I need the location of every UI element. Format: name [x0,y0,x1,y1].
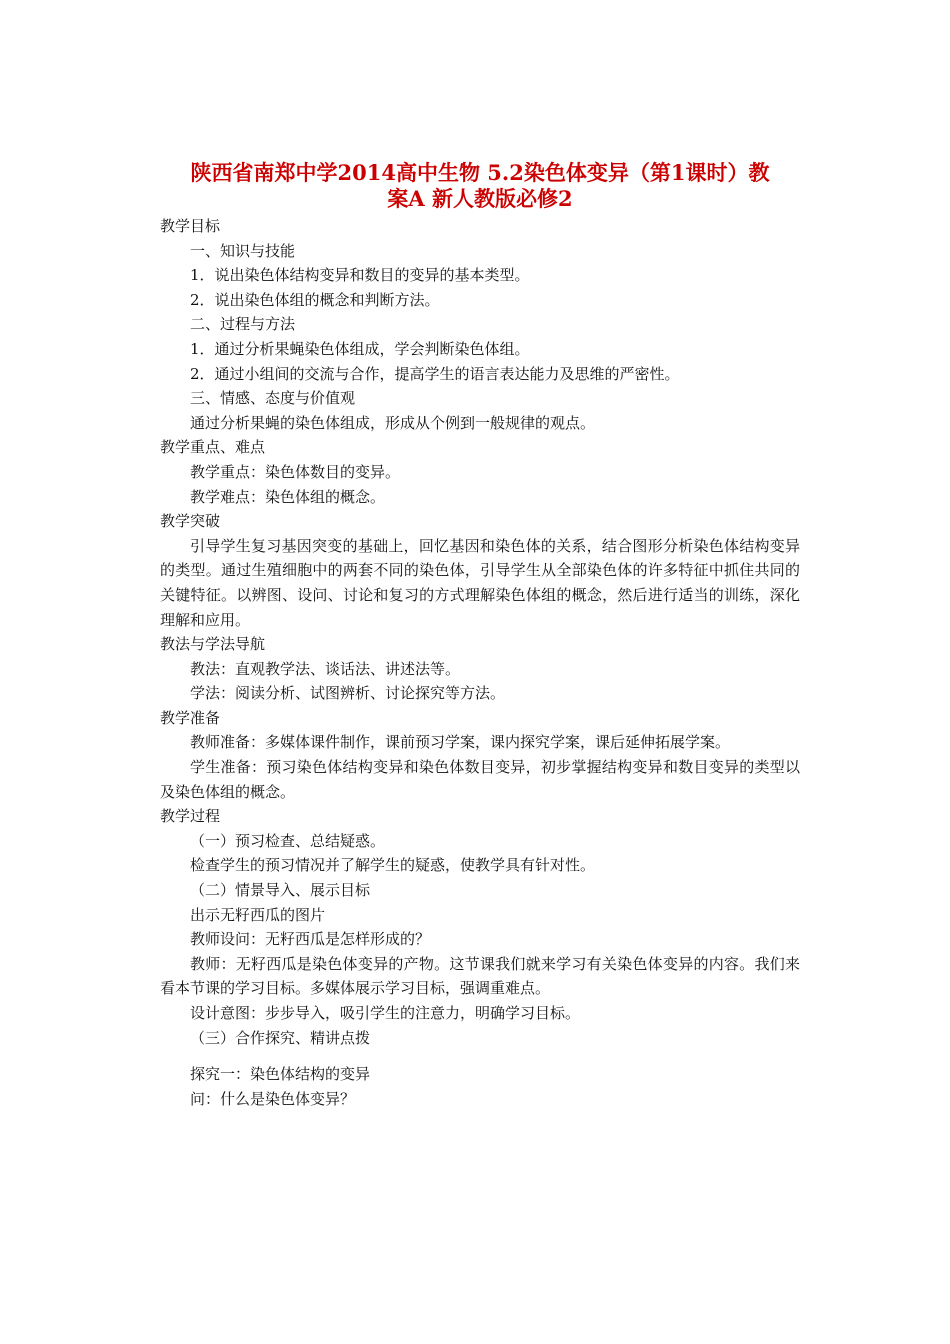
process-method-item-2: 2．通过小组间的交流与合作，提高学生的语言表达能力及思维的严密性。 [190,364,680,383]
step-2-text-2: 教师设问：无籽西瓜是怎样形成的？ [190,930,431,949]
spacer [160,1050,800,1062]
step-1-text: 检查学生的预习情况并了解学生的疑惑，使教学具有针对性。 [190,856,596,875]
question-1: 问：什么是染色体变异？ [190,1089,356,1108]
title-line-1: 陕西省南郑中学2014高中生物 5.2染色体变异（第1课时）教 [190,160,770,185]
step-3-heading: （三）合作探究、精讲点拨 [190,1028,371,1047]
knowledge-item-2: 2．说出染色体组的概念和判断方法。 [190,290,440,309]
process-method-heading: 二、过程与方法 [190,315,296,334]
key-point: 教学重点：染色体数目的变异。 [190,462,401,481]
breakthrough-heading: 教学突破 [160,512,221,531]
student-preparation: 学生准备：预习染色体结构变异和染色体数目变异，初步掌握结构变异和数目变异的类型以及染色体组的概念。 [160,758,800,801]
teaching-method: 教法：直观教学法、谈话法、讲述法等。 [190,659,461,678]
process-method-item-1: 1．通过分析果蝇染色体组成，学会判断染色体组。 [190,339,530,358]
objectives-heading: 教学目标 [160,217,221,235]
preparation-heading: 教学准备 [160,708,221,727]
difficult-point: 教学难点：染色体组的概念。 [190,487,386,506]
step-2-text-4: 设计意图：步步导入，吸引学生的注意力，明确学习目标。 [190,1004,581,1022]
teacher-preparation: 教师准备：多媒体课件制作，课前预习学案，课内探究学案，课后延伸拓展学案。 [190,733,731,752]
learning-method: 学法：阅读分析、试图辨析、讨论探究等方法。 [190,684,506,703]
document-page [160,160,800,1111]
step-2-text-3: 教师：无籽西瓜是染色体变异的产物。这节课我们就来学习有关染色体变异的内容。我们来看本节课的学习目标。多媒体展示学习目标，强调重难点。 [160,954,800,998]
knowledge-item-1: 1．说出染色体结构变异和数目的变异的基本类型。 [190,266,530,285]
methods-heading: 教法与学法导航 [160,635,266,654]
teaching-process-heading: 教学过程 [160,807,221,826]
emotion-heading: 三、情感、态度与价值观 [190,389,356,408]
document-title [160,160,800,212]
breakthrough-text: 引导学生复习基因突变的基础上，回忆基因和染色体的关系，结合图形分析染色体结构变异的类型。通过生殖细胞中的两套不同的染色体，引导学生从全部染色体的许多特征中抓住共同的关键特征。以辨图、设问、讨论和复习的方式理解染色体组的概念，然后进行适当的训练，深化理解和应用。 [160,536,800,629]
emotion-item-1: 通过分析果蝇的染色体组成，形成从个例到一般规律的观点。 [190,413,596,432]
key-points-heading: 教学重点、难点 [160,438,266,457]
step-1-heading: （一）预习检查、总结疑惑。 [190,831,386,850]
step-2-heading: （二）情景导入、展示目标 [190,881,371,900]
step-2-text-1: 出示无籽西瓜的图片 [190,905,326,924]
explore-1-heading: 探究一：染色体结构的变异 [190,1065,371,1084]
title-line-2: 案A 新人教版必修2 [387,186,573,211]
knowledge-heading: 一、知识与技能 [190,241,296,260]
